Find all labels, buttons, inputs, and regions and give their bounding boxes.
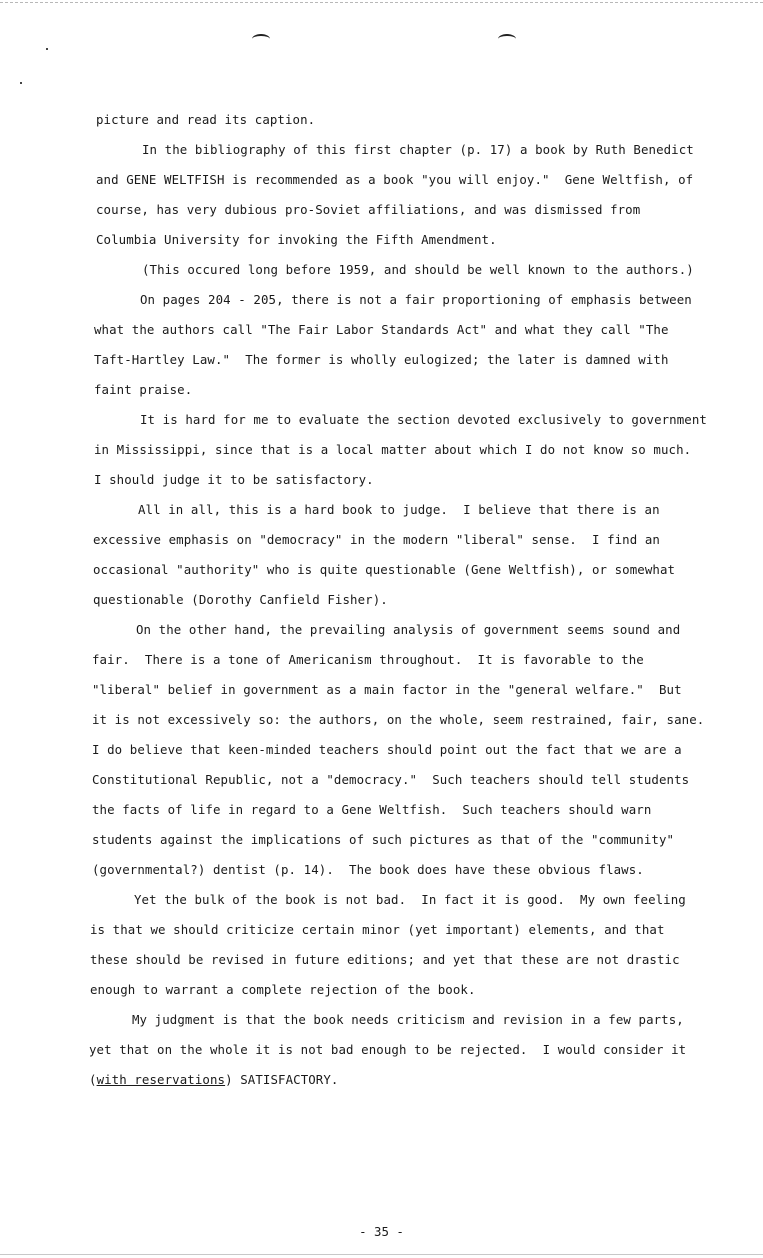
text-line: Constitutional Republic, not a "democracy." Such teachers should tell students xyxy=(92,772,690,787)
text-line: Columbia University for invoking the Fifth Amendment. xyxy=(96,232,497,247)
scan-mark-right xyxy=(498,34,516,44)
paragraph-8 xyxy=(0,885,763,1005)
text-line: the facts of life in regard to a Gene Weltfish. Such teachers should warn xyxy=(92,802,652,817)
text-line: (This occured long before 1959, and should be well known to the authors.) xyxy=(142,262,694,277)
underlined-phrase: with reservations xyxy=(96,1072,226,1087)
text-line: Taft-Hartley Law." The former is wholly eulogized; the later is damned with xyxy=(94,352,669,367)
paragraph-4 xyxy=(0,285,763,405)
paragraph-2 xyxy=(0,135,763,255)
text-line: fair. There is a tone of Americanism throughout. It is favorable to the xyxy=(92,652,644,667)
text-line: I do believe that keen-minded teachers should point out the fact that we are a xyxy=(92,742,682,757)
text-line: "liberal" belief in government as a main factor in the "general welfare." But xyxy=(92,682,682,697)
text-line: faint praise. xyxy=(94,382,193,397)
text-line: course, has very dubious pro-Soviet affiliations, and was dismissed from xyxy=(96,202,641,217)
scan-speck xyxy=(20,82,22,84)
text-line: yet that on the whole it is not bad enough to be rejected. I would consider it xyxy=(89,1042,687,1057)
document-body xyxy=(0,105,763,1095)
page-number: - 35 - xyxy=(359,1224,404,1239)
text-line: it is not excessively so: the authors, on the whole, seem restrained, fair, sane. xyxy=(92,712,705,727)
text-line: questionable (Dorothy Canfield Fisher). xyxy=(93,592,388,607)
text-line: enough to warrant a complete rejection of the book. xyxy=(90,982,476,997)
text-line: and GENE WELTFISH is recommended as a book "you will enjoy." Gene Weltfish, of xyxy=(96,172,694,187)
paragraph-1 xyxy=(0,105,763,135)
text-line: All in all, this is a hard book to judge. I believe that there is an xyxy=(138,502,660,517)
paragraph-3 xyxy=(0,255,763,285)
text-line: is that we should criticize certain minor (yet important) elements, and that xyxy=(90,922,665,937)
scan-speck xyxy=(46,48,48,50)
paragraph-6 xyxy=(0,495,763,615)
paragraph-5 xyxy=(0,405,763,495)
scan-mark-left xyxy=(252,34,270,44)
text-line: in Mississippi, since that is a local matter about which I do not know so much. xyxy=(94,442,692,457)
page-top-edge xyxy=(0,2,763,3)
text-line: Yet the bulk of the book is not bad. In fact it is good. My own feeling xyxy=(134,892,686,907)
text-line: On the other hand, the prevailing analysis of government seems sound and xyxy=(136,622,681,637)
text-line: occasional "authority" who is quite questionable (Gene Weltfish), or somewhat xyxy=(93,562,676,577)
paragraph-7 xyxy=(0,615,763,885)
text-line: In the bibliography of this first chapter (p. 17) a book by Ruth Benedict xyxy=(142,142,694,157)
text-line: My judgment is that the book needs criticism and revision in a few parts, xyxy=(132,1012,684,1027)
text-line: excessive emphasis on "democracy" in the modern "liberal" sense. I find an xyxy=(93,532,660,547)
text-line: It is hard for me to evaluate the section devoted exclusively to government xyxy=(140,412,707,427)
paragraph-9 xyxy=(0,1005,763,1095)
closing-verdict: ) SATISFACTORY. xyxy=(225,1072,339,1087)
page-bottom-edge xyxy=(0,1254,763,1255)
text-line: On pages 204 - 205, there is not a fair proportioning of emphasis between xyxy=(140,292,692,307)
text-line: (governmental?) dentist (p. 14). The book does have these obvious flaws. xyxy=(92,862,644,877)
open-paren: ( xyxy=(89,1072,97,1087)
text-line: picture and read its caption. xyxy=(96,112,316,127)
closing-line xyxy=(0,1065,763,1095)
text-line: I should judge it to be satisfactory. xyxy=(94,472,374,487)
text-line: students against the implications of such pictures as that of the "community" xyxy=(92,832,675,847)
text-line: these should be revised in future editions; and yet that these are not drastic xyxy=(90,952,680,967)
text-line: what the authors call "The Fair Labor Standards Act" and what they call "The xyxy=(94,322,669,337)
